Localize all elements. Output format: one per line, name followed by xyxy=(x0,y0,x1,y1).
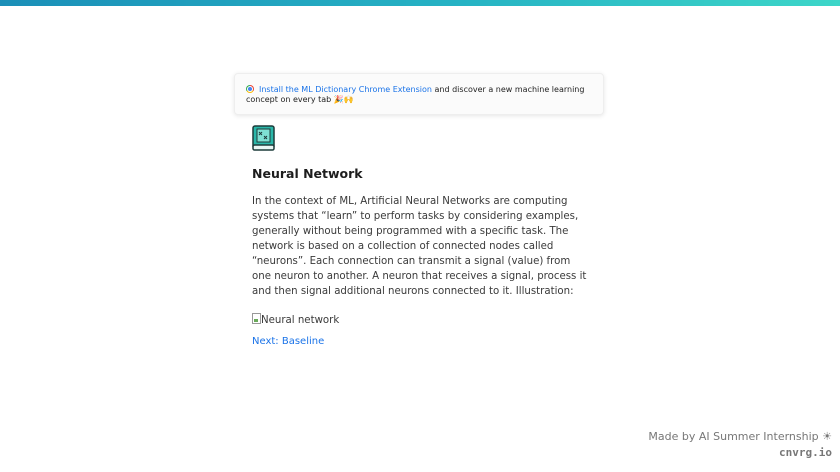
neural-network-image xyxy=(252,313,339,328)
page-title: Neural Network xyxy=(252,166,363,181)
extension-banner xyxy=(234,73,604,115)
brand-logo[interactable]: cnvrg.io xyxy=(779,446,832,459)
top-accent-bar xyxy=(0,0,840,6)
chrome-icon xyxy=(246,85,254,93)
broken-image-icon xyxy=(252,313,261,324)
image-alt-text: Neural network xyxy=(261,315,340,326)
next-link[interactable]: Next: Baseline xyxy=(252,336,325,347)
article-body: In the context of ML, Artificial Neural Networks are computing systems that “learn” to perform tasks by considering examples, generally without being programmed with a specific task. The network is based on a collection of connected nodes called “neurons”. Each connection can transmit a signal (value) from one neuron to another. A neuron that receives a signal, process it and then signal additional neurons connected to it. Illustration: xyxy=(252,196,587,297)
install-extension-link[interactable]: Install the ML Dictionary Chrome Extension xyxy=(259,85,432,94)
book-icon xyxy=(252,125,276,151)
made-by-credit[interactable]: Made by AI Summer Internship ☀ xyxy=(648,430,832,443)
banner-text: and discover a new machine learning concept on every tab 🎉🙌 xyxy=(246,85,585,104)
